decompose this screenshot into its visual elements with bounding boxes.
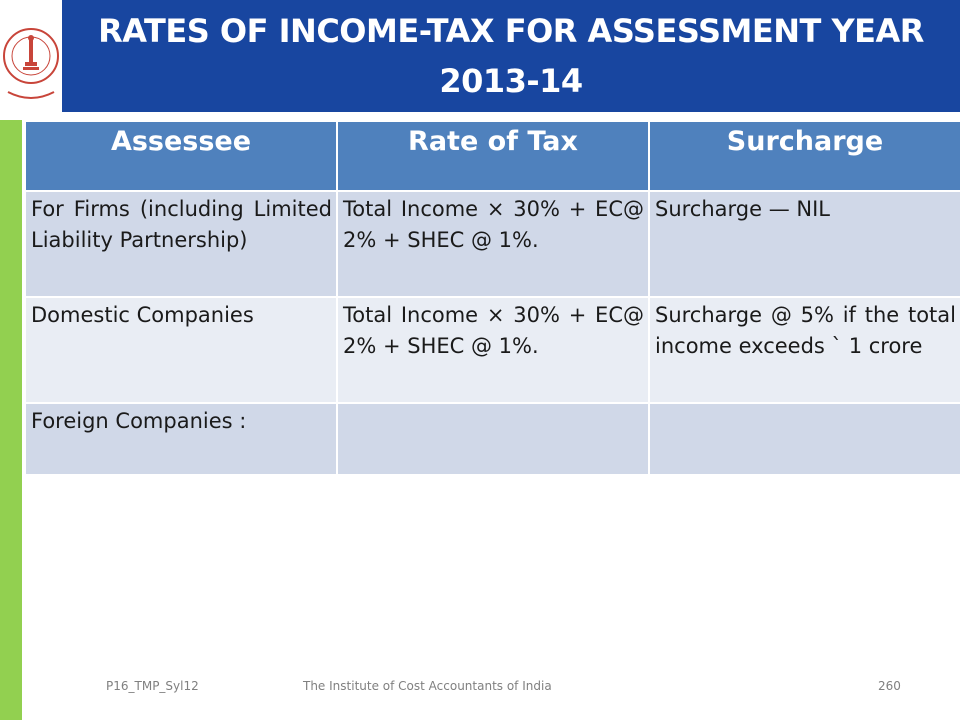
title-bar	[62, 0, 960, 112]
footer-institute: The Institute of Cost Accountants of India	[303, 679, 552, 693]
footer-page-number: 260	[878, 679, 901, 693]
cell-surcharge	[649, 403, 960, 475]
institute-seal-icon	[0, 0, 62, 112]
tax-rates-table	[24, 120, 960, 476]
table-row	[25, 191, 960, 297]
page-title-line2: 2013-14	[439, 62, 583, 100]
table-row	[25, 403, 960, 475]
cell-rate-of-tax: Total Income × 30% + EC@ 2% + SHEC @ 1%.	[337, 191, 649, 297]
cell-surcharge: Surcharge — NIL	[649, 191, 960, 297]
column-header-surcharge: Surcharge	[649, 121, 960, 191]
cell-assessee: Domestic Companies	[25, 297, 337, 403]
page-title	[98, 6, 924, 106]
table-row	[25, 297, 960, 403]
cell-assessee: For Firms (including Limited Liability Partnership)	[25, 191, 337, 297]
page-title-line1: RATES OF INCOME-TAX FOR ASSESSMENT YEAR	[98, 12, 924, 50]
cell-surcharge: Surcharge @ 5% if the total income exceeds ` 1 crore	[649, 297, 960, 403]
cell-assessee: Foreign Companies :	[25, 403, 337, 475]
footer-code: P16_TMP_Syl12	[106, 679, 199, 693]
column-header-assessee: Assessee	[25, 121, 337, 191]
cell-rate-of-tax	[337, 403, 649, 475]
cell-rate-of-tax: Total Income × 30% + EC@ 2% + SHEC @ 1%.	[337, 297, 649, 403]
column-header-rate-of-tax: Rate of Tax	[337, 121, 649, 191]
table-header-row	[25, 121, 960, 191]
institute-logo	[0, 0, 62, 112]
side-accent-bar	[0, 120, 22, 720]
